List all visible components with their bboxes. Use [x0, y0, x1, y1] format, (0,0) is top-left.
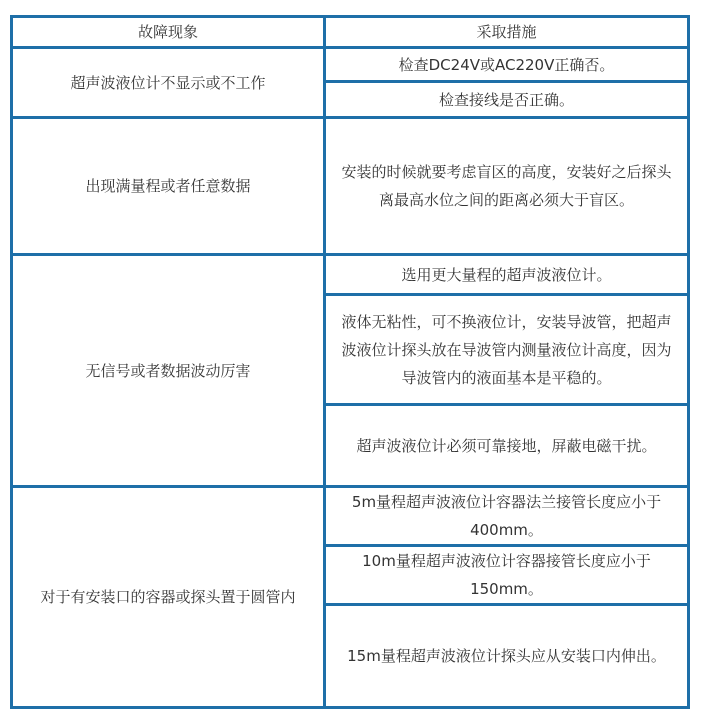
measure-cell: 安装的时候就要考虑盲区的高度，安装好之后探头离最高水位之间的距离必须大于盲区。	[325, 118, 689, 255]
symptom-cell: 超声波液位计不显示或不工作	[12, 48, 325, 118]
table-row	[12, 487, 689, 546]
symptom-cell: 出现满量程或者任意数据	[12, 118, 325, 255]
measure-cell: 液体无粘性，可不换液位计，安装导波管，把超声波液位计探头放在导波管内测量液位计高度，因为导波管内的液面基本是平稳的。	[325, 295, 689, 405]
measure-cell: 10m量程超声波液位计容器接管长度应小于150mm。	[325, 546, 689, 605]
measure-cell: 超声波液位计必须可靠接地，屏蔽电磁干扰。	[325, 405, 689, 487]
table-row	[12, 255, 689, 295]
table-row	[12, 48, 689, 82]
header-row	[12, 17, 689, 48]
table-row	[12, 118, 689, 255]
measure-cell: 选用更大量程的超声波液位计。	[325, 255, 689, 295]
header-symptom: 故障现象	[12, 17, 325, 48]
measure-cell: 5m量程超声波液位计容器法兰接管长度应小于400mm。	[325, 487, 689, 546]
measure-cell: 15m量程超声波液位计探头应从安装口内伸出。	[325, 605, 689, 708]
header-measures: 采取措施	[325, 17, 689, 48]
symptom-cell: 对于有安装口的容器或探头置于圆管内	[12, 487, 325, 708]
fault-table	[10, 15, 690, 709]
measure-cell: 检查DC24V或AC220V正确否。	[325, 48, 689, 82]
symptom-cell: 无信号或者数据波动厉害	[12, 255, 325, 487]
measure-cell: 检查接线是否正确。	[325, 82, 689, 118]
